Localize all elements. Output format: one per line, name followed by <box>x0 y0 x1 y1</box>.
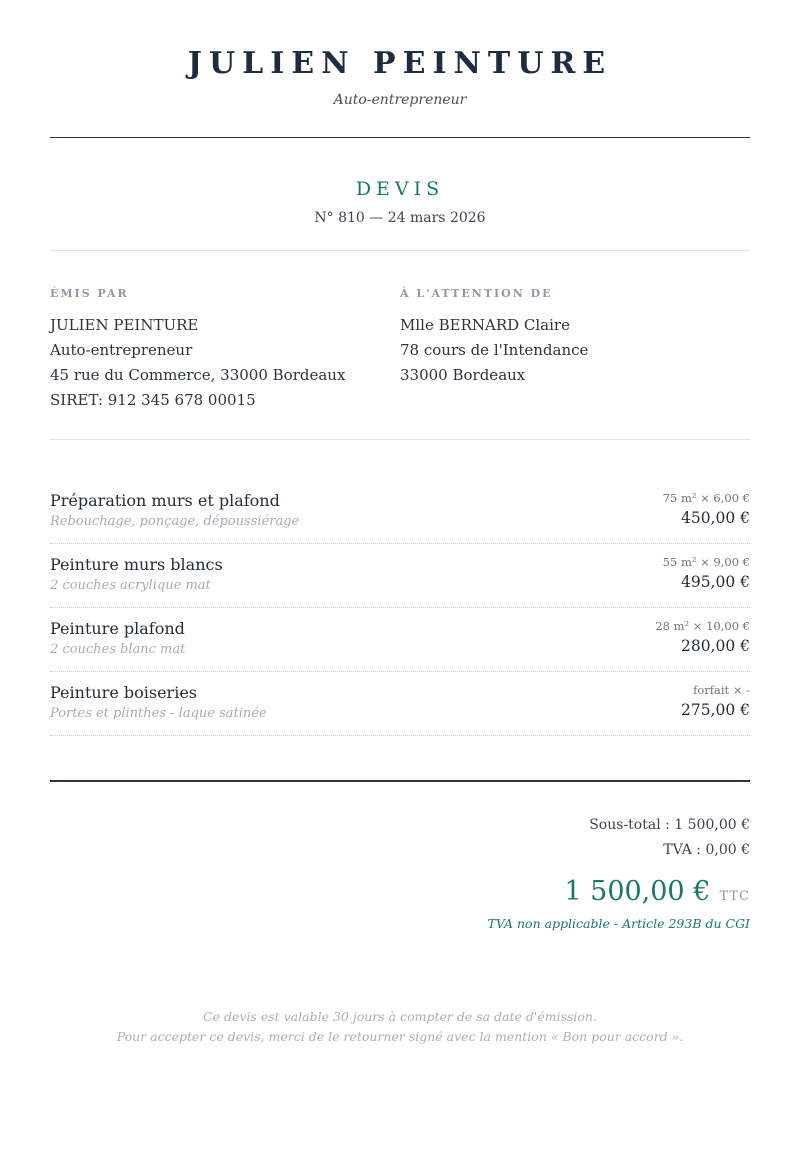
recipient-block <box>400 287 750 413</box>
company-subtitle: Auto-entrepreneur <box>333 92 467 108</box>
recipient-name: Mlle BERNARD Claire <box>400 316 570 334</box>
tva-exemption-note: TVA non applicable - Article 293B du CGI <box>487 916 750 931</box>
item-description: Portes et plinthes - laque satinée <box>50 706 267 721</box>
issuer-status: Auto-entrepreneur <box>50 341 193 359</box>
item-quantity-rate: forfait × - <box>693 683 750 697</box>
item-text <box>50 683 267 721</box>
subtotal-line: Sous-total : 1 500,00 € <box>589 817 750 833</box>
line-item-row <box>50 544 750 608</box>
recipient-address: 78 cours de l'Intendance <box>400 341 589 359</box>
issuer-name: JULIEN PEINTURE <box>50 316 199 334</box>
item-title: Peinture plafond <box>50 619 185 638</box>
item-text <box>50 555 223 593</box>
document-number-date: N° 810 — 24 mars 2026 <box>314 210 486 226</box>
parties-section <box>50 287 750 413</box>
item-text <box>50 619 185 657</box>
issuer-block <box>50 287 400 413</box>
item-amount: 450,00 € <box>680 509 750 527</box>
item-quantity-rate: 28 m² × 10,00 € <box>655 619 750 633</box>
item-description: 2 couches blanc mat <box>50 642 186 657</box>
header-divider <box>50 137 750 138</box>
item-pricing <box>663 491 750 527</box>
document-header <box>50 0 750 108</box>
item-title: Préparation murs et plafond <box>50 491 280 510</box>
tva-line: TVA : 0,00 € <box>663 842 750 858</box>
grand-total-amount: 1 500,00 € <box>564 876 711 907</box>
line-items <box>50 480 750 736</box>
issuer-siret: SIRET: 912 345 678 00015 <box>50 391 256 409</box>
item-amount: 495,00 € <box>680 573 750 591</box>
issuer-lines <box>50 313 400 413</box>
item-pricing <box>663 555 750 591</box>
item-text <box>50 491 299 529</box>
grand-total <box>50 876 750 907</box>
recipient-lines <box>400 313 750 388</box>
item-title: Peinture murs blancs <box>50 555 223 574</box>
item-quantity-rate: 55 m² × 9,00 € <box>662 555 750 569</box>
item-amount: 280,00 € <box>680 637 750 655</box>
acceptance-note: Pour accepter ce devis, merci de le retourner signé avec la mention « Bon pour accord ». <box>116 1029 684 1044</box>
line-item-row <box>50 608 750 672</box>
item-title: Peinture boiseries <box>50 683 197 702</box>
parties-divider <box>50 439 750 440</box>
totals-section <box>50 813 750 931</box>
item-quantity-rate: 75 m² × 6,00 € <box>662 491 750 505</box>
item-pricing <box>681 683 750 719</box>
item-amount: 275,00 € <box>680 701 750 719</box>
item-description: Rebouchage, ponçage, dépoussiérage <box>50 514 300 529</box>
issuer-address: 45 rue du Commerce, 33000 Bordeaux <box>50 366 346 384</box>
item-pricing <box>655 619 750 655</box>
company-name: JULIEN PEINTURE <box>187 46 613 81</box>
totals-divider <box>50 780 750 782</box>
line-item-row <box>50 480 750 544</box>
document-type: DEVIS <box>355 178 445 200</box>
line-item-row <box>50 672 750 736</box>
doc-head-divider <box>50 250 750 251</box>
issuer-label: ÉMIS PAR <box>50 287 129 300</box>
document-footer <box>50 1007 750 1047</box>
grand-total-suffix: TTC <box>719 889 750 904</box>
validity-note: Ce devis est valable 30 jours à compter de sa date d'émission. <box>203 1009 597 1024</box>
recipient-label: À L'ATTENTION DE <box>400 287 553 300</box>
document-title-block <box>50 178 750 226</box>
item-description: 2 couches acrylique mat <box>50 578 211 593</box>
recipient-city: 33000 Bordeaux <box>400 366 526 384</box>
